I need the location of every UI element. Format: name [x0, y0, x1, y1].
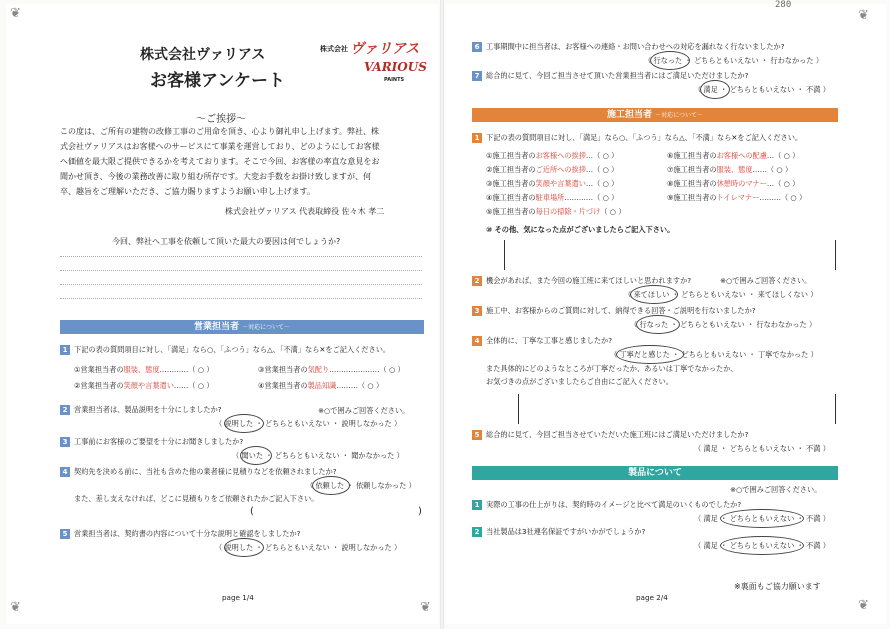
corner-ornament-icon: ❦	[10, 6, 21, 21]
work-question-3: 3 施工中、お客様からのご質問に対して、納得できる回答・ご説明を行ないましたか?	[472, 306, 756, 316]
answer-circle	[240, 446, 272, 465]
rating-item: ⑥施工担当者のお客様への配慮…（ ○ ）	[667, 151, 800, 160]
answer-options[interactable]: （ 説明した ・ どちらともいえない ・ 説明しなかった ）	[215, 419, 402, 428]
answer-options[interactable]: （ 来てほしい ・ どちらともいえない ・ 来てほしくない ）	[624, 290, 818, 299]
answer-options[interactable]: （ 説明した ・ どちらともいえない ・ 説明しなかった ）	[215, 543, 402, 552]
question-4: 4 契約先を決める前に、当社も含めた他の業者様に見積りなどを依頼されましたか?	[60, 467, 337, 477]
rating-mark[interactable]: ○	[602, 179, 609, 188]
handwritten-page-number: 280	[775, 0, 792, 10]
greeting-line: 卒、趣旨をご理解いただき、ご協力賜りますようお願い申し上げます。	[60, 187, 316, 196]
rating-mark[interactable]: ○	[602, 151, 609, 160]
rating-mark[interactable]: ○	[602, 193, 609, 202]
greeting-line: この度は、ご所有の建物の改修工事のご用命を頂き、心より御礼申し上げます。弊社、株	[60, 127, 380, 136]
work-question-4-sub: お気づきの点がございましたらご自由にご記入ください。	[486, 377, 673, 386]
rating-mark[interactable]: ○	[197, 365, 205, 374]
answer-instruction: ※○で囲みご回答ください。	[720, 276, 812, 285]
answer-line[interactable]	[60, 284, 422, 285]
greeting-line: 聞かせ頂き、今後の業務改善に取り組む所存です。大変お手数をお掛け致しますが、何	[60, 172, 372, 181]
answer-circle	[224, 538, 264, 557]
question-reason: 今回、弊社へ工事を依頼して頂いた最大の要因は何でしょうか?	[112, 237, 341, 246]
rating-item: ①施工担当者のお客様への挨拶…（ ○ ）	[486, 151, 619, 160]
question-number: 1	[60, 345, 70, 355]
rating-mark[interactable]: ○	[776, 165, 783, 174]
answer-circle	[650, 51, 690, 70]
rating-item: ⑦施工担当者の服装、態度……（ ○ ）	[667, 165, 793, 174]
page-number: page 2/4	[636, 593, 668, 602]
section-product-band	[472, 466, 838, 480]
answer-options[interactable]: （ 依頼した ・ 依頼しなかった ）	[306, 481, 416, 490]
logo-brand: VARIOUS	[364, 60, 427, 74]
corner-ornament-icon: ❦	[10, 600, 21, 615]
answer-line[interactable]	[60, 298, 422, 299]
answer-circle	[630, 285, 678, 304]
rating-mark[interactable]: ○	[783, 151, 790, 160]
rating-mark[interactable]: ○	[790, 193, 797, 202]
bracket-open: (	[250, 506, 254, 517]
answer-circle	[636, 315, 680, 334]
section-work-band	[472, 108, 838, 122]
answer-circle	[720, 536, 804, 555]
rating-item: ⑨施工担当者のトイレマナー………（ ○ ）	[667, 193, 807, 202]
rating-item: ③営業担当者の気配り…………………（ ○ ）	[258, 365, 405, 374]
answer-options[interactable]: （ 行なった ・ どちらともいえない ・ 行わなかった ）	[644, 56, 824, 65]
answer-circle	[224, 414, 264, 433]
answer-circle	[700, 80, 730, 99]
question-1	[60, 345, 390, 355]
rating-mark[interactable]: ○	[367, 381, 374, 390]
survey-title: お客様アンケート	[150, 71, 285, 91]
answer-circle	[720, 509, 804, 528]
greeting-line: 式会社ヴァリアスはお客様へのサービスにて事業を運営しており、どのようにしてお客様	[60, 142, 380, 151]
greeting-line: へ価値を最大限ご提供できるかを考えております。そこで今回、お客様の率直な意見をお	[60, 157, 380, 166]
work-question-5: 5 総合的に見て、今回ご担当させていただいた施工班にはご満足いただけましたか?	[472, 430, 748, 440]
answer-options[interactable]: （ 満足 ・ どちらともいえない ・ 不満 ）	[694, 444, 830, 453]
page-fold	[440, 0, 444, 629]
answer-options[interactable]: （ 満足 ・ どちらともいえない ・ 不満 ）	[694, 85, 830, 94]
bracket-close: )	[418, 506, 422, 517]
product-question-1: 1 実際の工事の仕上がりは、契約時のイメージと比べて満足のいくものでしたか?	[472, 500, 741, 510]
detail-comment-box[interactable]	[518, 394, 836, 424]
answer-options[interactable]: （ 行なった ・ どちらともいえない ・ 行なわなかった ）	[630, 320, 817, 329]
answer-circle	[312, 476, 350, 495]
rating-item: ③施工担当者の笑顔や言葉遣い…（ ○ ）	[486, 179, 619, 188]
answer-options[interactable]: （ 満足 ・ どちらともいえない ・ 不満 ）	[694, 541, 830, 550]
various-logo	[320, 38, 430, 96]
rating-mark[interactable]: ○	[197, 381, 205, 390]
answer-options[interactable]: （ 聞いた ・ どちらともいえない ・ 聞かなかった ）	[232, 451, 404, 460]
work-question-4-sub: また具体的にどのようなところが丁寧だったか、あるいは丁寧でなかったか、	[486, 364, 738, 373]
answer-line[interactable]	[60, 256, 422, 257]
answer-line[interactable]	[60, 270, 422, 271]
section-work-title: 施工担当者	[606, 110, 652, 120]
answer-options[interactable]: （ 丁寧だと感じた ・ どちらともいえない ・ 丁寧でなかった ）	[610, 350, 818, 359]
answer-field[interactable]	[258, 516, 414, 517]
question-6: 6 工事期間中に担当者は、お客様への連絡・お問い合わせへの対応を漏れなく行ないましたか?	[472, 42, 785, 52]
rating-item: ④施工担当者の駐車場所…………（ ○ ）	[486, 193, 619, 202]
rating-item: ⑤施工担当者の毎日の掃除・片づけ（ ○ ）	[486, 207, 626, 216]
section-sales-title: 営業担当者	[193, 322, 239, 332]
work-question-2: 2 機会があれば、また今回の施工班に来てほしいと思われますか?	[472, 276, 691, 286]
signature: 株式会社ヴァリアス 代表取締役 佐々木 孝二	[225, 207, 385, 216]
rating-item: ⑧施工担当者の休憩時のマナー…（ ○ ）	[667, 179, 800, 188]
section-sales-band	[60, 320, 424, 334]
question-text: 下記の表の質問項目に対し、「満足」なら○、「ふつう」なら△、「不満」なら✕をご記入ください。	[74, 345, 391, 354]
rating-mark[interactable]: ○	[783, 179, 790, 188]
question-2: 2 営業担当者は、製品説明を十分にしましたか?	[60, 405, 222, 415]
work-question-4: 4 全体的に、丁寧な工事と感じましたか?	[472, 336, 612, 346]
corner-ornament-icon: ❦	[420, 600, 431, 615]
corner-ornament-icon: ❦	[858, 598, 869, 613]
work-other-prompt: ⑩ その他、気になった点がございましたらご記入下さい。	[486, 225, 675, 234]
question-3: 3 工事前にお客様のご要望を十分にお聞きしましたか?	[60, 437, 243, 447]
question-4-sub: また、差し支えなければ、どこに見積もりをご依頼されたかご記入下さい。	[74, 494, 319, 503]
answer-instruction: ※○で囲みご回答ください。	[730, 485, 822, 494]
rating-item: ④営業担当者の製品知識………（ ○ ）	[258, 381, 384, 390]
company-title: 株式会社ヴァリアス	[140, 47, 266, 63]
answer-circle	[616, 345, 684, 364]
corner-ornament-icon: ❦	[858, 8, 869, 23]
section-sales-subtitle: －対応について－	[242, 324, 291, 331]
section-product-title: 製品について	[628, 468, 682, 478]
rating-mark[interactable]: ○	[609, 207, 617, 216]
rating-mark[interactable]: ○	[602, 165, 609, 174]
product-question-2: 2 当社製品は3社連名保証ですがいかがでしょうか?	[472, 527, 645, 537]
question-5: 5 営業担当者は、契約書の内容について十分な説明と確認をしましたか?	[60, 529, 301, 539]
work-question-1: 1 下記の表の質問項目に対し、「満足」なら○、「ふつう」なら△、「不満」なら✕をご記入ください。	[472, 133, 802, 143]
question-7: 7 総合的に見て、今回ご担当させて頂いた営業担当者にはご満足いただけましたか?	[472, 71, 748, 81]
other-comment-box[interactable]	[504, 240, 836, 270]
rating-item: ①営業担当者の服装、態度…………（ ○ ）	[74, 365, 214, 374]
rating-item: ②施工担当者のご近所への挨拶…（ ○ ）	[486, 165, 619, 174]
answer-instruction: ※○で囲みご回答ください。	[318, 406, 410, 415]
greeting-heading: ～ご挨拶～	[196, 114, 246, 125]
back-page-note: ※裏面もご協力願います	[734, 582, 821, 591]
logo-company: 株式会社	[320, 45, 348, 53]
rating-mark[interactable]: ○	[388, 365, 396, 374]
section-work-subtitle: －対応について－	[655, 112, 704, 119]
logo-sub: PAINTS	[384, 77, 405, 83]
logo-text: ヴァリアス	[350, 41, 420, 57]
answer-options[interactable]: （ 満足 ・ どちらともいえない ・ 不満 ）	[694, 514, 830, 523]
rating-item: ②営業担当者の笑顔や言葉遣い……（ ○ ）	[74, 381, 214, 390]
page-number: page 1/4	[222, 593, 254, 602]
